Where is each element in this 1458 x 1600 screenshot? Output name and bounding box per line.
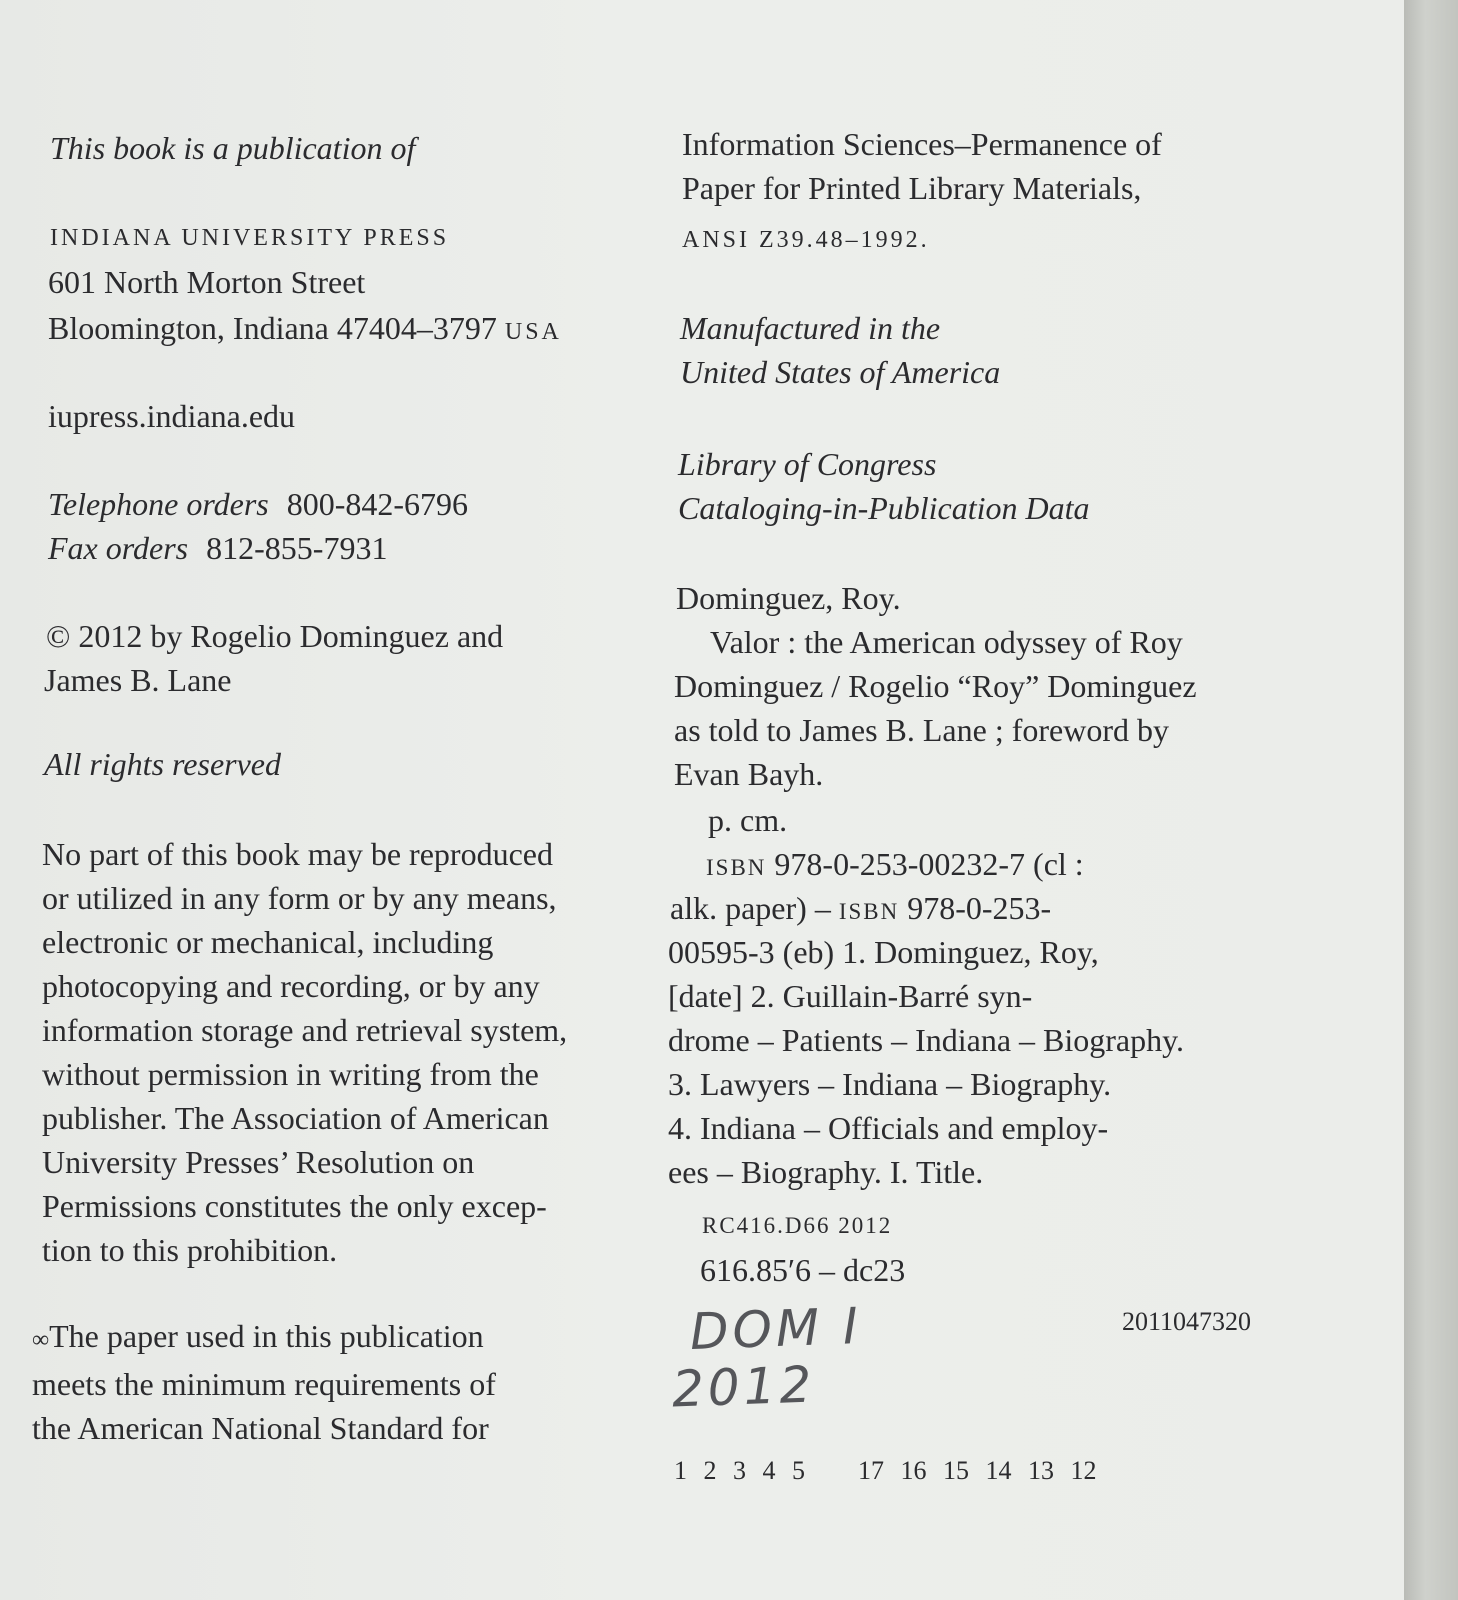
address-city-line (48, 306, 562, 354)
cip-title-block (674, 620, 1197, 796)
call-number: RC416.D66 2012 (702, 1213, 893, 1238)
printing-number: 1 (674, 1456, 687, 1485)
copyright-line: © 2012 by Rogelio Dominguez and (46, 618, 504, 654)
manufactured-line: Manufactured in the (680, 310, 941, 346)
rights-statement: All rights reserved (44, 746, 281, 782)
printing-number: 16 (900, 1456, 927, 1485)
printing-number: 3 (733, 1456, 746, 1485)
cip-subject-line: 00595-3 (eb) 1. Dominguez, Roy, (668, 934, 1099, 970)
copyright-authors: James B. Lane (44, 662, 232, 698)
cip-subject-line: [date] 2. Guillain-Barré syn- (668, 978, 1033, 1014)
paper-line: ∞The paper used in this publication (32, 1318, 484, 1354)
loc-line: Library of Congress (678, 446, 937, 482)
website: iupress.indiana.edu (48, 398, 296, 434)
book-gutter (1404, 0, 1458, 1600)
loc-heading (678, 442, 1090, 530)
cip-title-line: Evan Bayh. (674, 756, 824, 792)
printing-number: 5 (792, 1456, 805, 1485)
standard-statement (682, 122, 1162, 210)
cip-author: Dominguez, Roy. (676, 580, 901, 616)
cip-subject-line: ees – Biography. I. Title. (668, 1154, 984, 1190)
manufactured-statement (680, 306, 1000, 394)
telephone-line (48, 482, 468, 526)
loc-line: Cataloging-in-Publication Data (678, 490, 1090, 526)
cip-subject-line: drome – Patients – Indiana – Biography. (668, 1022, 1185, 1058)
fax-line (48, 526, 387, 570)
notice-line: No part of this book may be reproduced (42, 836, 553, 872)
printing-number: 17 (858, 1456, 884, 1485)
publication-statement: This book is a publication of (50, 130, 416, 166)
handwritten-year: 2012 (671, 1355, 817, 1419)
lccn-number: 2011047320 (1122, 1307, 1252, 1336)
notice-line: information storage and retrieval system, (42, 1012, 568, 1048)
isbn-label: ISBN (838, 899, 900, 924)
paper-line: the American National Standard for (32, 1410, 489, 1446)
printing-number: 15 (943, 1456, 969, 1485)
printing-number: 12 (1070, 1456, 1097, 1485)
paper-statement (32, 1314, 496, 1450)
cip-isbn-ebook: alk. paper) – ISBN 978-0-253- (670, 890, 1052, 926)
notice-line: electronic or mechanical, including (42, 924, 494, 960)
cip-title-line: as told to James B. Lane ; foreword by (674, 712, 1169, 748)
notice-line: tion to this prohibition. (42, 1232, 338, 1268)
cip-pcm: p. cm. (708, 802, 788, 838)
notice-line: photocopying and recording, or by any (42, 968, 540, 1004)
reproduction-notice (42, 832, 567, 1272)
isbn-label: ISBN (706, 855, 767, 880)
dewey-number: 616.85′6 – dc23 (700, 1252, 906, 1288)
printing-line (674, 1456, 1107, 1486)
cip-subject-line: 4. Indiana – Officials and employ- (668, 1110, 1109, 1146)
printing-number: 14 (985, 1456, 1012, 1485)
address-city: Bloomington, Indiana 47404–3797 (48, 310, 497, 346)
standard-line: Information Sciences–Permanence of (682, 126, 1162, 162)
infinity-symbol-icon: ∞ (32, 1327, 50, 1353)
paper-line: meets the minimum requirements of (32, 1366, 496, 1402)
address-line: 601 North Morton Street (48, 264, 366, 300)
notice-line: or utilized in any form or by any means, (42, 880, 557, 916)
notice-line: publisher. The Association of American (42, 1100, 549, 1136)
manufactured-line: United States of America (680, 354, 1001, 390)
ansi-standard: ANSI Z39.48–1992. (682, 227, 930, 253)
fax-number: 812-855-7931 (206, 530, 388, 566)
telephone-label: Telephone orders (48, 486, 269, 522)
printing-number: 13 (1028, 1456, 1054, 1485)
cip-title-line: Valor : the American odyssey of Roy (710, 624, 1183, 660)
cip-title-line: Dominguez / Rogelio “Roy” Dominguez (674, 668, 1197, 704)
press-name: INDIANA UNIVERSITY PRESS (50, 225, 450, 251)
cip-subjects (668, 930, 1184, 1194)
telephone-number: 800-842-6796 (286, 486, 469, 522)
cip-subject-line: 3. Lawyers – Indiana – Biography. (668, 1066, 1112, 1102)
standard-line: Paper for Printed Library Materials, (682, 170, 1142, 206)
printing-number: 4 (762, 1456, 776, 1485)
address-country: USA (504, 319, 562, 345)
fax-label: Fax orders (48, 530, 189, 566)
notice-line: University Presses’ Resolution on (42, 1144, 475, 1180)
printing-number: 2 (703, 1456, 717, 1485)
notice-line: Permissions constitutes the only excep- (42, 1188, 547, 1224)
handwritten-call-mark: DOM I (689, 1297, 863, 1361)
notice-line: without permission in writing from the (42, 1056, 539, 1092)
cip-isbn-cloth: ISBN 978-0-253-00232-7 (cl : (706, 846, 1084, 882)
